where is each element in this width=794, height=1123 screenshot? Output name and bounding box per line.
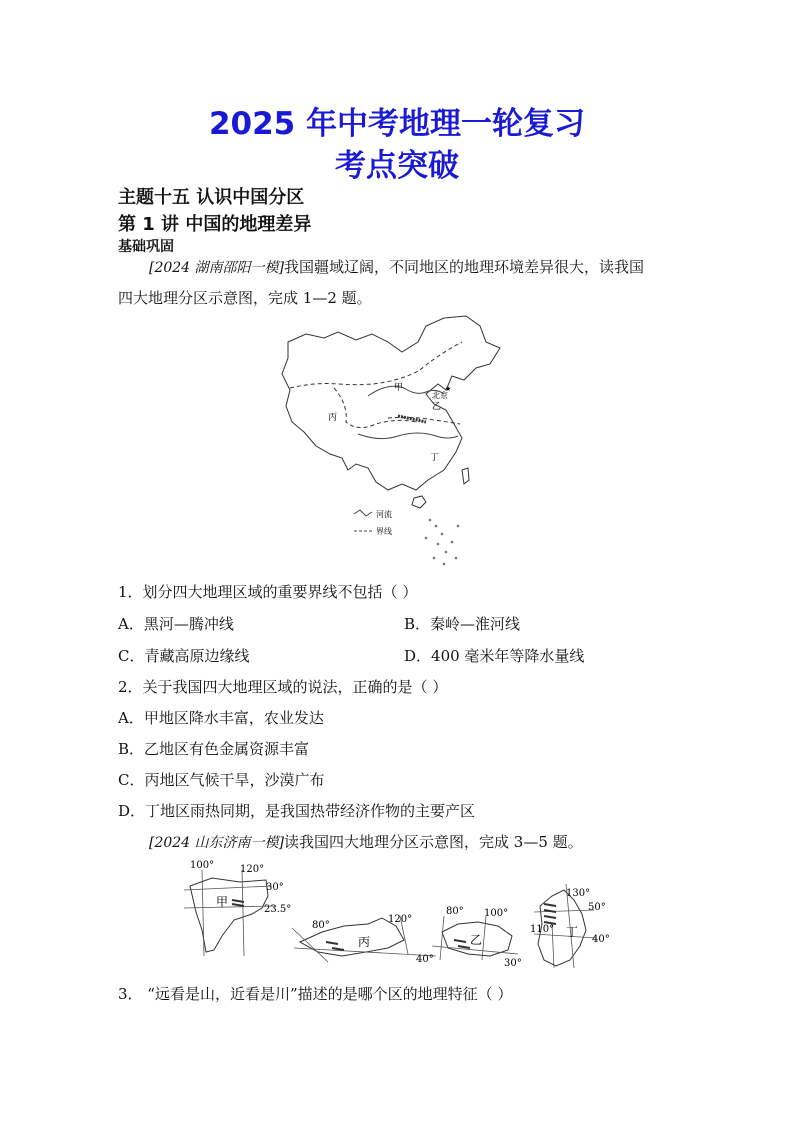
yi-lon-2: 100° <box>484 908 509 919</box>
bing-lon-2: 120° <box>388 914 413 925</box>
jia-lat-1: 30° <box>266 882 284 893</box>
region-sketch-jia <box>184 860 291 956</box>
jia-label: 甲 <box>216 895 229 909</box>
title-line-1: 2025 年中考地理一轮复习 <box>208 106 586 142</box>
q1-stem: 1．划分四大地理区域的重要界线不包括（ ） <box>118 583 418 601</box>
q2-stem: 2．关于我国四大地理区域的说法，正确的是（ ） <box>118 678 448 696</box>
city-label-beijing: 北京 <box>432 391 448 400</box>
china-outline <box>282 316 500 490</box>
region-label-yi: 乙 <box>432 402 442 412</box>
intro-2-text: 读我国四大地理分区示意图，完成 3—5 题。 <box>284 833 583 851</box>
region-label-ding: 丁 <box>430 453 440 463</box>
lecture-heading: 第 1 讲 中国的地理差异 <box>118 214 312 235</box>
q2-option-a: A．甲地区降水丰富，农业发达 <box>118 709 324 727</box>
intro-2 <box>149 831 583 852</box>
intro-1-source: [2024 湖南邵阳一模] <box>149 260 285 276</box>
four-regions-sketch <box>182 856 612 976</box>
bing-label: 丙 <box>358 935 371 949</box>
region-label-jia: 甲 <box>394 383 404 393</box>
china-regions-map <box>276 312 506 570</box>
q1-option-b: B．秦岭—淮河线 <box>404 615 521 633</box>
river-changjiang <box>358 433 458 439</box>
intro-1-line-2: 四大地理分区示意图，完成 1—2 题。 <box>118 289 372 307</box>
q1-option-a: A．黑河—腾冲线 <box>118 615 234 633</box>
ding-label: 丁 <box>566 925 579 939</box>
ding-lat-1: 50° <box>588 902 606 913</box>
legend-river-icon <box>354 510 372 516</box>
q2-option-d: D．丁地区雨热同期，是我国热带经济作物的主要产区 <box>118 802 476 820</box>
intro-1-text: 我国疆域辽阔，不同地区的地理环境差异很大，读我国 <box>284 258 645 276</box>
topic-heading: 主题十五 认识中国分区 <box>118 187 305 208</box>
beijing-star-icon: ★ <box>445 385 452 393</box>
jia-lat-2: 23.5° <box>264 904 292 915</box>
ding-lon-2: 110° <box>530 924 555 935</box>
boundary-north-northwest <box>290 342 462 388</box>
q2-option-c: C．丙地区气候干旱，沙漠广布 <box>118 771 325 789</box>
q3-stem: 3． “远看是山，近看是川”描述的是哪个区的地理特征（ ） <box>118 985 513 1003</box>
section-heading: 基础巩固 <box>118 239 174 255</box>
boundary-qinghai-tibet <box>334 388 416 428</box>
jia-lon-2: 120° <box>240 864 265 875</box>
intro-1-line-1 <box>149 256 644 277</box>
q1-option-d: D．400 毫米年等降水量线 <box>404 647 585 665</box>
ding-lat-2: 40° <box>592 934 610 945</box>
yi-lon-1: 80° <box>446 906 464 917</box>
region-sketch-bing <box>292 914 436 965</box>
legend-boundary-label: 界线 <box>376 527 392 536</box>
bing-lon-1: 80° <box>312 920 330 931</box>
region-sketch-ding <box>530 884 610 968</box>
bing-lat-1: 40° <box>416 954 434 965</box>
south-sea-islands <box>425 519 460 566</box>
legend-river-label: 河流 <box>376 510 392 519</box>
region-sketch-yi <box>432 906 522 969</box>
ding-lon-1: 130° <box>566 888 591 899</box>
intro-2-source: [2024 山东济南一模] <box>149 835 285 851</box>
yi-label: 乙 <box>470 933 483 947</box>
q2-option-b: B．乙地区有色金属资源丰富 <box>118 740 310 758</box>
title-line-2: 考点突破 <box>335 148 459 184</box>
taiwan-island <box>462 468 469 484</box>
yi-lat-1: 30° <box>504 958 522 969</box>
region-label-bing: 丙 <box>328 413 338 423</box>
jia-lon-1: 100° <box>190 860 215 871</box>
q1-option-c: C．青藏高原边缘线 <box>118 647 250 665</box>
hainan-island <box>412 496 426 508</box>
